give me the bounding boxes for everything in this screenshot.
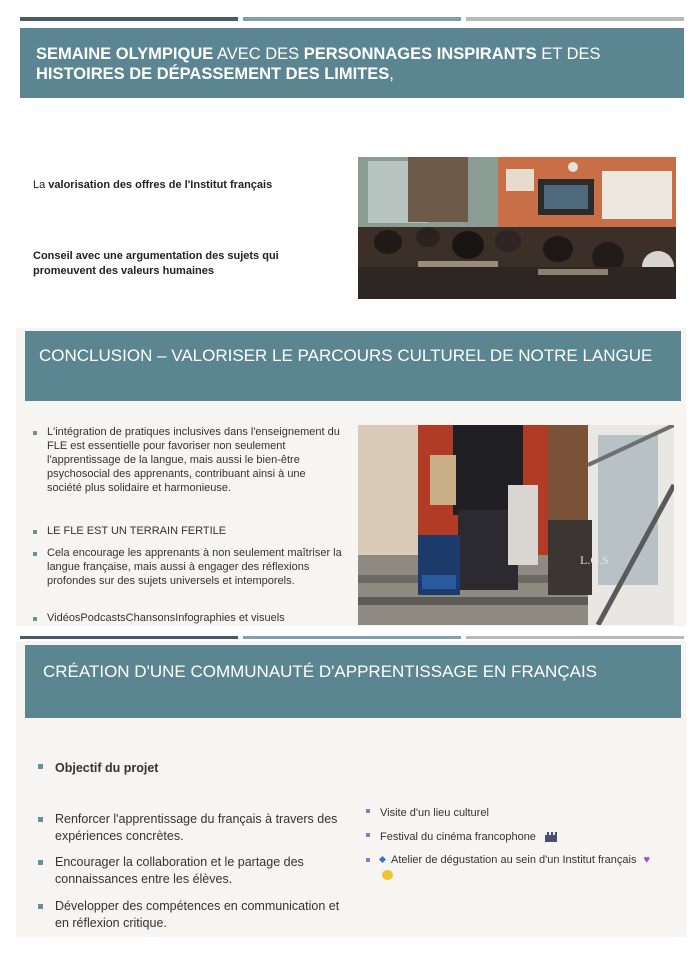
- slide3-top-bar-light: [466, 636, 684, 639]
- top-bar-mid: [243, 17, 461, 21]
- slide3-title: CRÉATION D'UNE COMMUNAUTÉ D'APPRENTISSAGE EN FRANÇAIS: [43, 662, 598, 681]
- purple-heart-icon: ♥: [643, 854, 651, 866]
- slide1-title-banner: [20, 28, 684, 98]
- slide3-top-bar-mid: [243, 636, 461, 639]
- slide1-title: SEMAINE OLYMPIQUE AVEC DES PERSONNAGES INSPIRANTS ET DES HISTOIRES DE DÉPASSEMENT DES LIMITES,: [36, 45, 601, 83]
- diamond-icon: [379, 856, 386, 863]
- slide3-right-bullet-3: Atelier de dégustation au sein d'un Institut français ♥: [366, 853, 656, 883]
- slide3-left-bullet-2: Encourager la collaboration et le partage des connaissances entre les élèves.: [38, 854, 343, 888]
- slide1-text-conseil: Conseil avec une argumentation des sujets qui promeuvent des valeurs humaines: [33, 250, 279, 277]
- slide3-title-banner: [25, 645, 681, 718]
- slide2-bullet-2: LE FLE EST UN TERRAIN FERTILE: [33, 524, 343, 538]
- slide2-title-banner: [25, 331, 681, 401]
- slide3-objective: Objectif du projet: [38, 760, 338, 777]
- slide3-top-bar-dark: [20, 636, 238, 639]
- photo-sign-text: L.O.S: [580, 553, 609, 567]
- slide3-left-bullet-3: Développer des compétences en communication et en réflexion critique.: [38, 898, 343, 932]
- slide3-right-bullet-1: Visite d'un lieu culturel: [366, 806, 666, 821]
- clapperboard-icon: [545, 832, 557, 842]
- slide2-bullet-4: VidéosPodcastsChansonsInfographies et visuels: [33, 611, 343, 625]
- top-bar-dark: [20, 17, 238, 21]
- slide1-text-valorisation: La valorisation des offres de l'Institut français: [33, 179, 273, 191]
- slide2-bullet-1: L'intégration de pratiques inclusives dans l'enseignement du FLE est essentielle pour favoriser non seulement l'apprentissage de la langue, mais aussi le bien-être psychosocial des apprenants, contribuant ainsi à une société plus solidaire et harmonieuse.: [33, 425, 343, 495]
- stairs-photo: [358, 425, 674, 625]
- classroom-photo: [358, 157, 676, 299]
- slide3-left-bullet-1: Renforcer l'apprentissage du français à travers des expériences concrètes.: [38, 811, 343, 845]
- yellow-blob-icon: [382, 870, 393, 880]
- slide2-bullet-3: Cela encourage les apprenants à non seulement maîtriser la langue française, mais aussi à engager des réflexions profondes sur des sujets universels et intemporels.: [33, 546, 343, 588]
- slide2-title: CONCLUSION – VALORISER LE PARCOURS CULTUREL DE NOTRE LANGUE: [39, 346, 653, 365]
- slide3-right-bullet-2: Festival du cinéma francophone: [366, 830, 666, 845]
- top-bar-light: [466, 17, 684, 21]
